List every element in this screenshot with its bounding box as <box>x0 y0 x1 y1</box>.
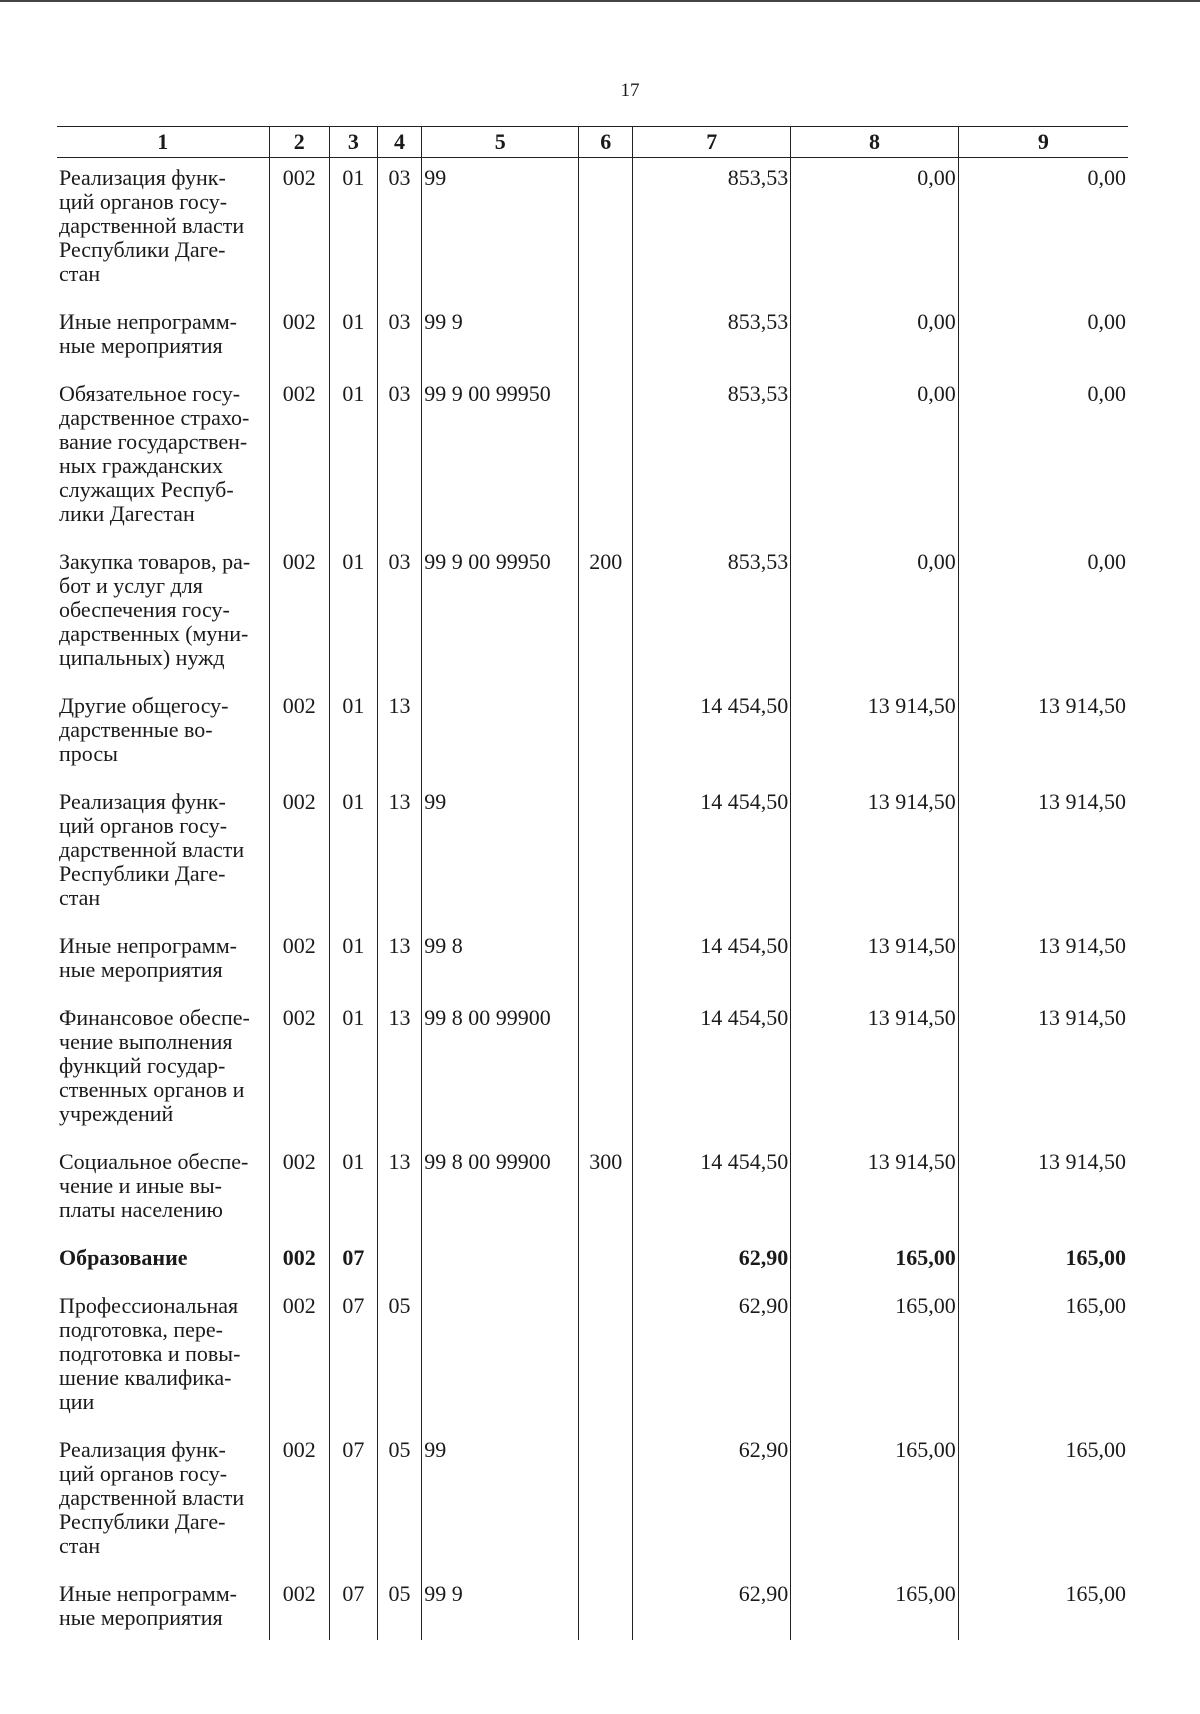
amount-cell: 853,53 <box>633 542 791 686</box>
code-cell: 002 <box>269 158 329 303</box>
section-cell: 01 <box>330 998 378 1142</box>
subsection-cell: 03 <box>377 542 422 686</box>
subsection-cell: 03 <box>377 302 422 374</box>
table-row <box>57 1286 1128 1430</box>
section-cell: 07 <box>330 1238 378 1286</box>
column-header: 9 <box>958 127 1128 158</box>
table-row <box>57 374 1128 542</box>
target-item-cell: 99 9 00 99950 <box>422 542 579 686</box>
section-cell: 01 <box>330 926 378 998</box>
section-cell: 01 <box>330 374 378 542</box>
column-header: 5 <box>422 127 579 158</box>
table-row <box>57 158 1128 303</box>
amount-cell: 13 914,50 <box>791 782 959 926</box>
expense-type-cell <box>579 686 633 782</box>
amount-cell: 0,00 <box>958 542 1128 686</box>
table-row <box>57 1238 1128 1286</box>
amount-cell: 165,00 <box>791 1574 959 1640</box>
amount-cell: 0,00 <box>791 302 959 374</box>
amount-cell: 13 914,50 <box>791 926 959 998</box>
amount-cell: 165,00 <box>958 1574 1128 1640</box>
amount-cell: 13 914,50 <box>958 686 1128 782</box>
amount-cell: 13 914,50 <box>791 998 959 1142</box>
amount-cell: 14 454,50 <box>633 782 791 926</box>
amount-cell: 62,90 <box>633 1238 791 1286</box>
target-item-cell: 99 <box>422 1430 579 1574</box>
section-cell: 01 <box>330 542 378 686</box>
section-cell: 07 <box>330 1574 378 1640</box>
code-cell: 002 <box>269 926 329 998</box>
amount-cell: 0,00 <box>958 158 1128 303</box>
column-header: 1 <box>57 127 269 158</box>
table-row <box>57 686 1128 782</box>
target-item-cell <box>422 1238 579 1286</box>
header-row <box>57 127 1128 158</box>
code-cell: 002 <box>269 302 329 374</box>
amount-cell: 165,00 <box>791 1238 959 1286</box>
subsection-cell: 13 <box>377 686 422 782</box>
expense-type-cell <box>579 302 633 374</box>
amount-cell: 13 914,50 <box>958 1142 1128 1238</box>
target-item-cell: 99 8 00 99900 <box>422 998 579 1142</box>
expense-type-cell <box>579 998 633 1142</box>
amount-cell: 14 454,50 <box>633 1142 791 1238</box>
target-item-cell: 99 8 <box>422 926 579 998</box>
expense-type-cell <box>579 1574 633 1640</box>
amount-cell: 165,00 <box>958 1430 1128 1574</box>
expense-type-cell <box>579 1238 633 1286</box>
code-cell: 002 <box>269 1238 329 1286</box>
section-cell: 01 <box>330 686 378 782</box>
code-cell: 002 <box>269 1286 329 1430</box>
expense-type-cell <box>579 782 633 926</box>
row-name-cell: Иные непрограмм- ные мероприятия <box>59 309 237 358</box>
row-name-cell: Иные непрограмм- ные мероприятия <box>59 1581 237 1630</box>
code-cell: 002 <box>269 998 329 1142</box>
amount-cell: 0,00 <box>791 542 959 686</box>
subsection-cell: 03 <box>377 158 422 303</box>
amount-cell: 0,00 <box>958 374 1128 542</box>
table-row <box>57 302 1128 374</box>
row-name-cell: Образование <box>59 1245 188 1270</box>
code-cell: 002 <box>269 542 329 686</box>
subsection-cell: 13 <box>377 782 422 926</box>
expense-type-cell <box>579 926 633 998</box>
amount-cell: 853,53 <box>633 374 791 542</box>
column-header: 7 <box>633 127 791 158</box>
target-item-cell <box>422 686 579 782</box>
subsection-cell: 05 <box>377 1286 422 1430</box>
table-row <box>57 926 1128 998</box>
section-cell: 01 <box>330 1142 378 1238</box>
row-name-cell: Социальное обеспе- чение и иные вы- платы населению <box>59 1149 249 1222</box>
amount-cell: 62,90 <box>633 1574 791 1640</box>
amount-cell: 0,00 <box>958 302 1128 374</box>
amount-cell: 853,53 <box>633 158 791 303</box>
section-cell: 01 <box>330 302 378 374</box>
amount-cell: 13 914,50 <box>958 782 1128 926</box>
amount-cell: 13 914,50 <box>791 686 959 782</box>
subsection-cell: 13 <box>377 998 422 1142</box>
code-cell: 002 <box>269 1574 329 1640</box>
row-name-cell: Иные непрограмм- ные мероприятия <box>59 933 237 982</box>
code-cell: 002 <box>269 374 329 542</box>
section-cell: 01 <box>330 782 378 926</box>
amount-cell: 13 914,50 <box>958 998 1128 1142</box>
target-item-cell <box>422 1286 579 1430</box>
amount-cell: 62,90 <box>633 1286 791 1430</box>
target-item-cell: 99 9 <box>422 302 579 374</box>
amount-cell: 165,00 <box>958 1238 1128 1286</box>
target-item-cell: 99 <box>422 158 579 303</box>
table-row <box>57 782 1128 926</box>
amount-cell: 0,00 <box>791 158 959 303</box>
column-header: 4 <box>377 127 422 158</box>
code-cell: 002 <box>269 1142 329 1238</box>
amount-cell: 13 914,50 <box>791 1142 959 1238</box>
table-body <box>57 158 1128 1641</box>
column-header: 8 <box>791 127 959 158</box>
row-name-cell: Другие общегосу- дарственные во- просы <box>59 693 229 766</box>
subsection-cell: 03 <box>377 374 422 542</box>
row-name-cell: Реализация функ- ций органов госу- дарственной власти Республики Даге- стан <box>59 165 245 286</box>
expense-type-cell <box>579 374 633 542</box>
amount-cell: 165,00 <box>791 1286 959 1430</box>
section-cell: 01 <box>330 158 378 303</box>
row-name-cell: Профессиональная подготовка, пере- подготовка и повы- шение квалифика- ции <box>59 1293 241 1414</box>
budget-table <box>57 126 1128 1640</box>
table-row <box>57 542 1128 686</box>
subsection-cell <box>377 1238 422 1286</box>
column-header: 6 <box>579 127 633 158</box>
target-item-cell: 99 9 <box>422 1574 579 1640</box>
expense-type-cell <box>579 1430 633 1574</box>
target-item-cell: 99 9 00 99950 <box>422 374 579 542</box>
section-cell: 07 <box>330 1286 378 1430</box>
amount-cell: 14 454,50 <box>633 998 791 1142</box>
row-name-cell: Реализация функ- ций органов госу- дарственной власти Республики Даге- стан <box>59 789 245 910</box>
subsection-cell: 13 <box>377 1142 422 1238</box>
amount-cell: 165,00 <box>958 1286 1128 1430</box>
amount-cell: 14 454,50 <box>633 926 791 998</box>
row-name-cell: Реализация функ- ций органов госу- дарственной власти Республики Даге- стан <box>59 1437 245 1558</box>
row-name-cell: Закупка товаров, ра- бот и услуг для обеспечения госу- дарственных (муни- ципальных) нужд <box>59 549 251 670</box>
code-cell: 002 <box>269 1430 329 1574</box>
code-cell: 002 <box>269 686 329 782</box>
amount-cell: 14 454,50 <box>633 686 791 782</box>
expense-type-cell <box>579 158 633 303</box>
column-header: 2 <box>269 127 329 158</box>
code-cell: 002 <box>269 782 329 926</box>
table-row <box>57 998 1128 1142</box>
amount-cell: 62,90 <box>633 1430 791 1574</box>
section-cell: 07 <box>330 1430 378 1574</box>
expense-type-cell: 200 <box>579 542 633 686</box>
expense-type-cell <box>579 1286 633 1430</box>
amount-cell: 0,00 <box>791 374 959 542</box>
amount-cell: 165,00 <box>791 1430 959 1574</box>
row-name-cell: Финансовое обеспе- чение выполнения функций государ- ственных органов и учреждений <box>59 1005 250 1126</box>
target-item-cell: 99 <box>422 782 579 926</box>
target-item-cell: 99 8 00 99900 <box>422 1142 579 1238</box>
amount-cell: 13 914,50 <box>958 926 1128 998</box>
table-row <box>57 1430 1128 1574</box>
subsection-cell: 05 <box>377 1574 422 1640</box>
subsection-cell: 13 <box>377 926 422 998</box>
page-number: 17 <box>620 80 640 101</box>
amount-cell: 853,53 <box>633 302 791 374</box>
row-name-cell: Обязательное госу- дарственное страхо- вание государствен- ных гражданских служащих Респуб- лики Дагестан <box>59 381 250 526</box>
expense-type-cell: 300 <box>579 1142 633 1238</box>
table-row <box>57 1142 1128 1238</box>
top-rule <box>0 0 1200 2</box>
column-header: 3 <box>330 127 378 158</box>
table-row <box>57 1574 1128 1640</box>
subsection-cell: 05 <box>377 1430 422 1574</box>
